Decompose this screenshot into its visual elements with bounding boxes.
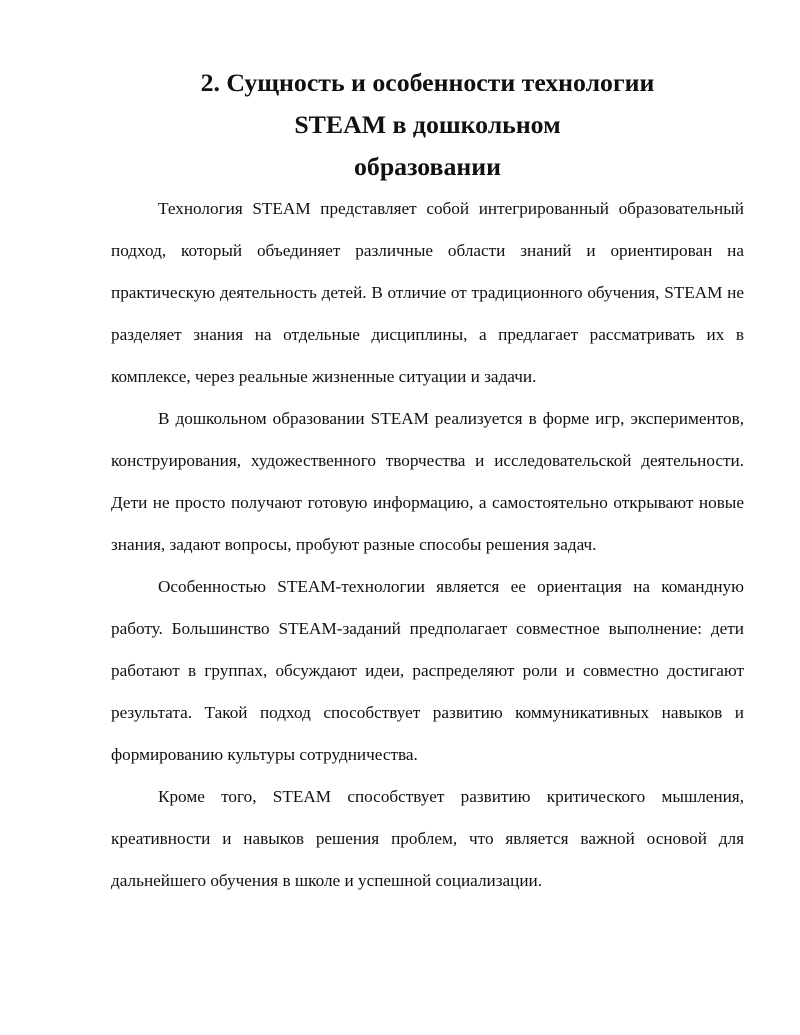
document-page xyxy=(111,62,744,902)
paragraph-3: Особенностью STEAM-технологии является ее ориентация на командную работу. Большинство STEAM-заданий предполагает совместное выполнение: дети работают в группах, обсуждают идеи, распределяют роли и совместно достигают результата. Такой подход способствует развитию коммуникативных навыков и формированию культуры сотрудничества. xyxy=(111,577,744,764)
heading-line-1: 2. Сущность и особенности технологии STEAM в дошкольном xyxy=(200,68,655,139)
paragraph-1: Технология STEAM представляет собой интегрированный образовательный подход, который объединяет различные области знаний и ориентирован на практическую деятельность детей. В отличие от традиционного обучения, STEAM не разделяет знания на отдельные дисциплины, а предлагает рассматривать их в комплексе, через реальные жизненные ситуации и задачи. xyxy=(111,199,744,386)
section-heading xyxy=(111,62,744,188)
heading-line-2: образовании xyxy=(354,152,501,181)
paragraph-2: В дошкольном образовании STEAM реализуется в форме игр, экспериментов, конструирования, художественного творчества и исследовательской деятельности. Дети не просто получают готовую информацию, а самостоятельно открывают новые знания, задают вопросы, пробуют разные способы решения задач. xyxy=(111,409,744,554)
paragraph-4: Кроме того, STEAM способствует развитию критического мышления, креативности и навыков решения проблем, что является важной основой для дальнейшего обучения в школе и успешной социализации. xyxy=(111,787,744,890)
